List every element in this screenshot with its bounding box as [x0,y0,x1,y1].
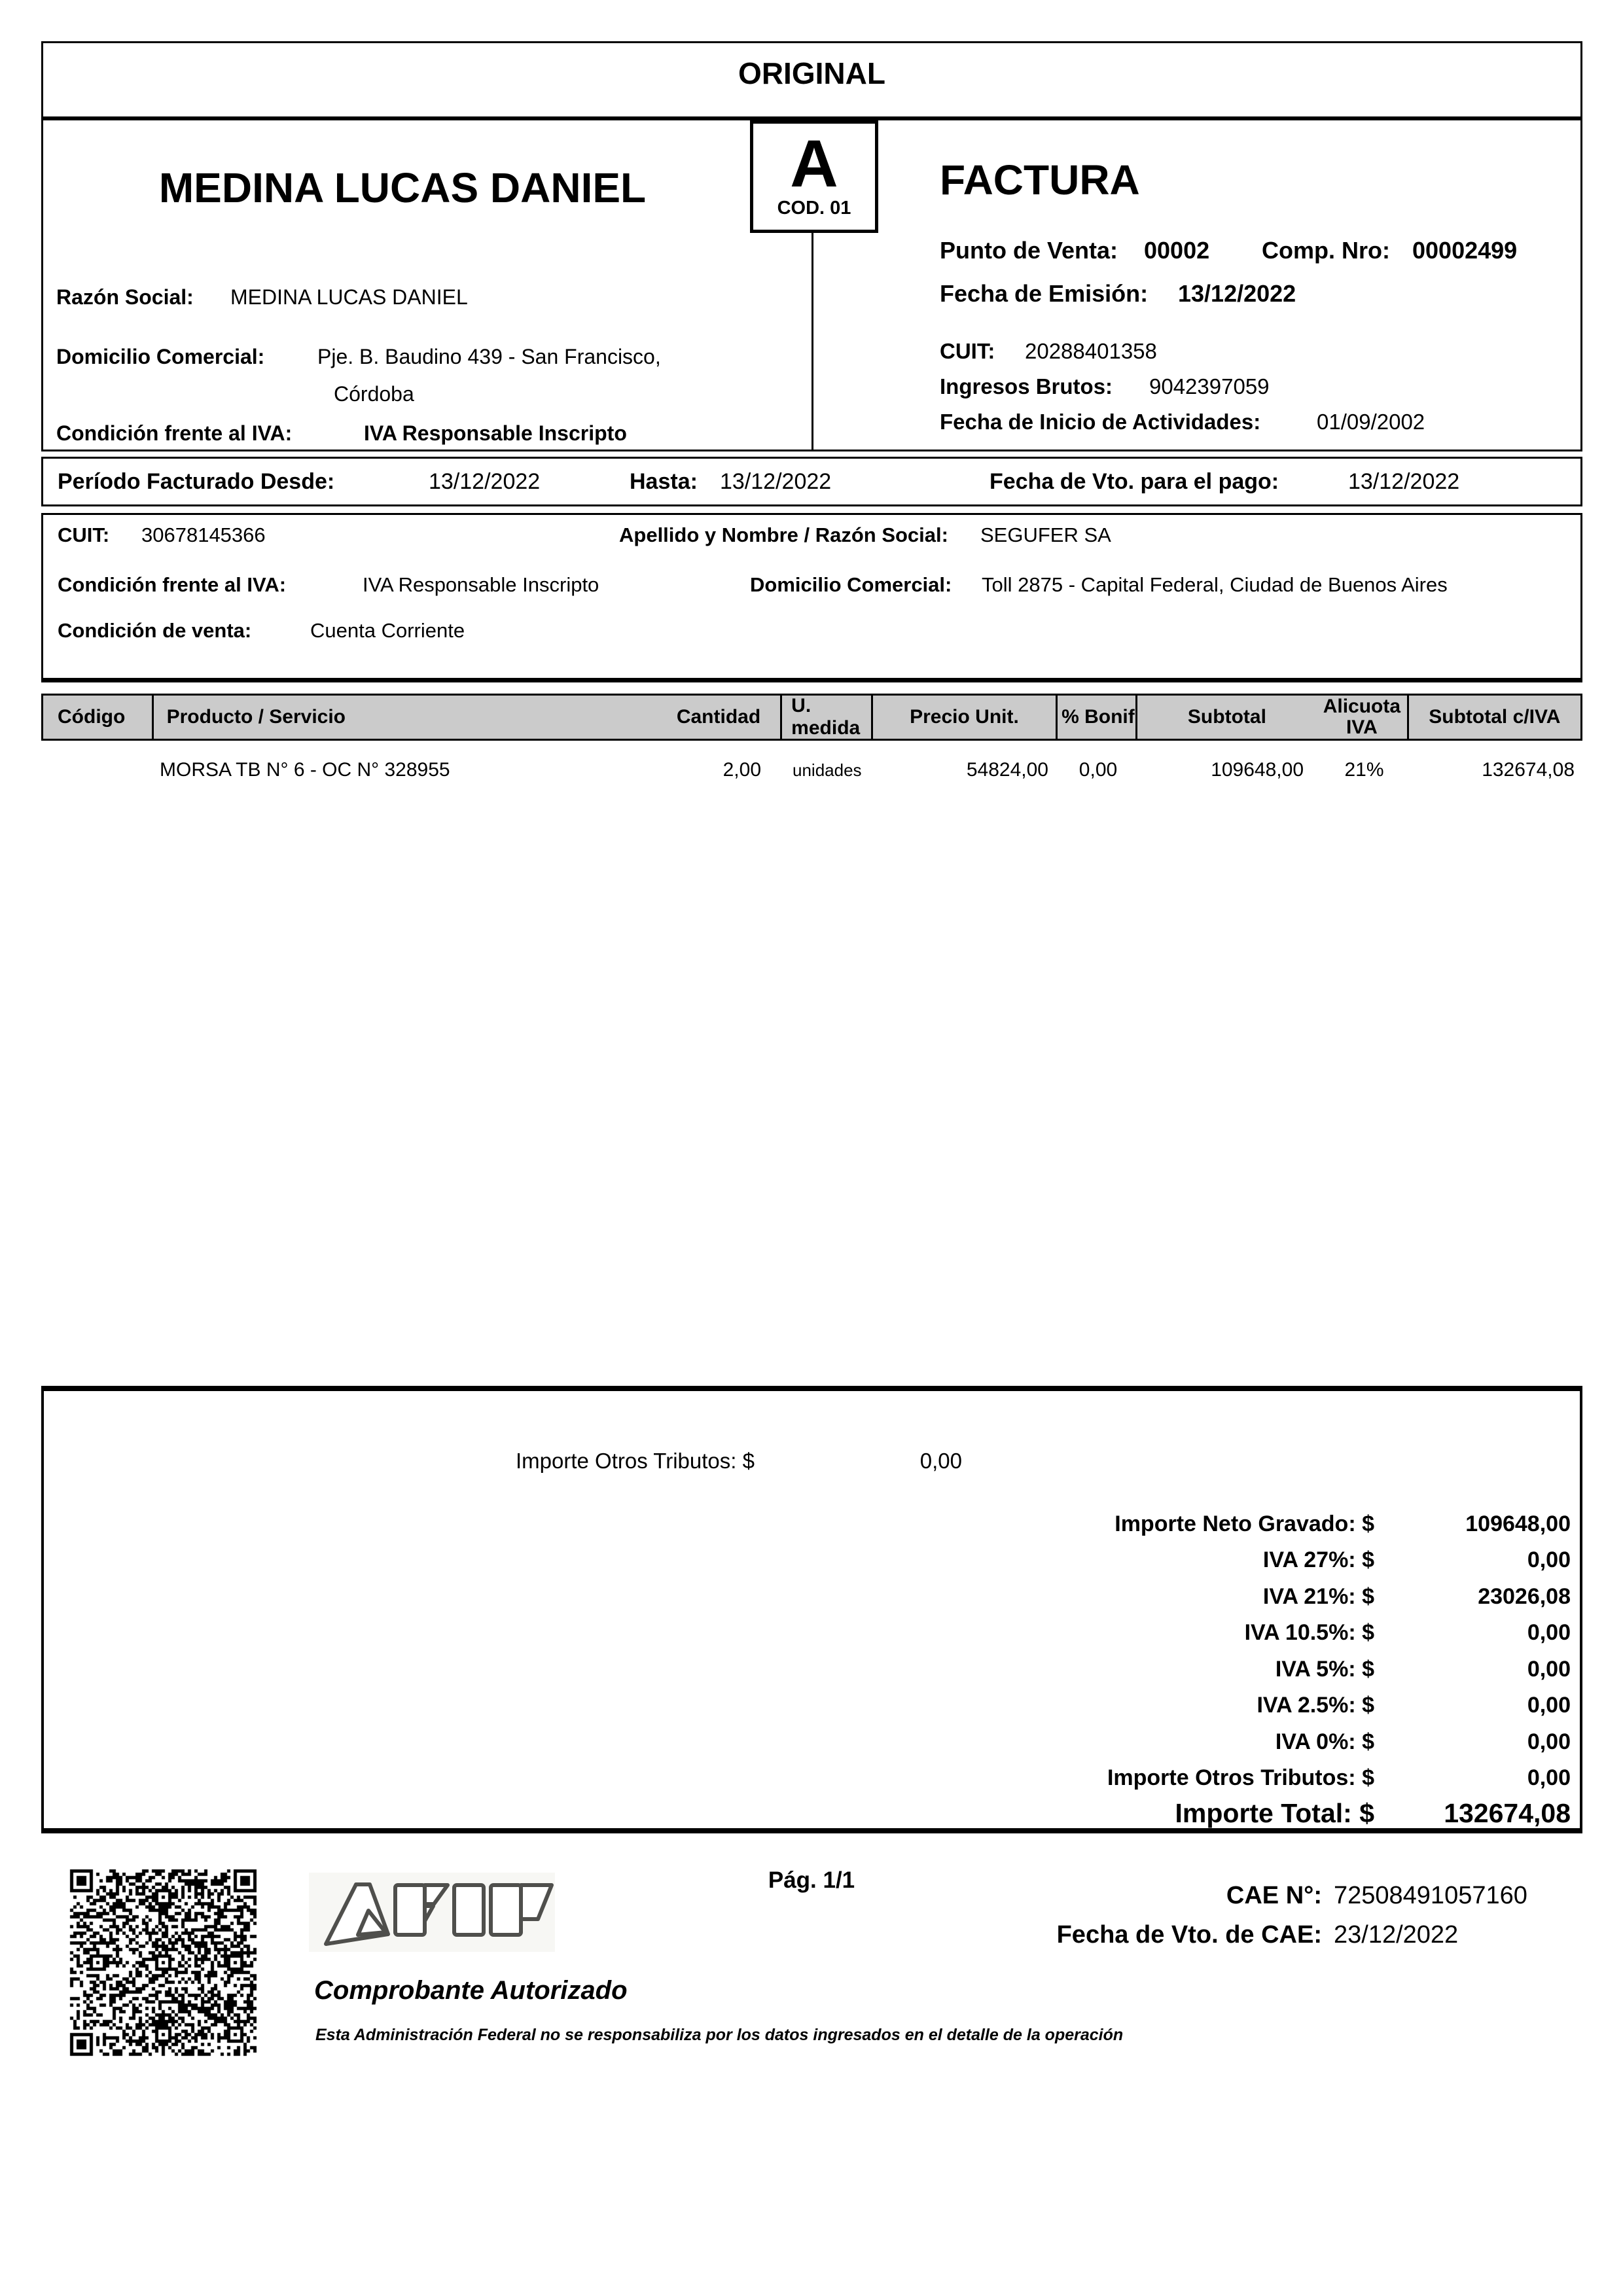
total-row-value: 0,00 [1527,1547,1571,1572]
total-row-value: 0,00 [1527,1765,1571,1790]
cell-subtotal-iva-value: 132674,08 [1482,759,1575,781]
fecha-emision-value: 13/12/2022 [1178,280,1296,307]
col-subtotal-iva-label: Subtotal c/IVA [1429,706,1561,728]
page-number: Pág. 1/1 [768,1867,855,1893]
iibb-label: Ingresos Brutos: [940,374,1113,398]
total-row-label: IVA 5%: $ [1275,1657,1374,1682]
col-subtotal-label: Subtotal [1187,706,1266,728]
cell-codigo [41,752,152,788]
seller-name: MEDINA LUCAS DANIEL [158,164,647,211]
cae-label: CAE N°: [1226,1882,1322,1909]
seller-iva-value: IVA Responsable Inscripto [364,421,627,445]
items-table-header [41,694,1582,741]
total-row-label: IVA 0%: $ [1275,1729,1374,1754]
customer-venta-label: Condición de venta: [58,619,252,642]
cell-alicuota-value: 21% [1344,759,1384,781]
total-row-label: IVA 2.5%: $ [1257,1693,1374,1718]
cae-vto-value: 23/12/2022 [1334,1921,1459,1949]
footer-disclaimer: Esta Administración Federal no se responsabiliza por los datos ingresados en el detalle de la operación [315,2026,1124,2044]
cell-producto-value: MORSA TB N° 6 - OC N° 328955 [160,759,450,781]
cell-subtotal-iva [1410,752,1582,788]
total-row-value: 0,00 [1527,1729,1571,1754]
col-bonif [1058,696,1137,739]
cell-bonif-value: 0,00 [1079,759,1118,781]
col-subtotal-iva [1409,696,1580,739]
period-hasta-value: 13/12/2022 [720,469,832,494]
total-row-label: Importe Otros Tributos: $ [1107,1765,1374,1790]
seller-domicilio-label: Domicilio Comercial: [56,345,265,368]
customer-cuit-label: CUIT: [58,523,110,546]
header-divider [812,230,813,450]
customer-domicilio-label: Domicilio Comercial: [750,573,952,596]
total-row-label: Importe Neto Gravado: $ [1115,1511,1374,1536]
col-umedida-label: U. medida [791,695,861,739]
customer-nombre-value: SEGUFER SA [980,523,1111,546]
afip-letter-f-stem [395,1885,425,1935]
comp-nro-value: 00002499 [1412,237,1518,264]
col-subtotal [1137,696,1317,739]
seller-razon-social: MEDINA LUCAS DANIEL [230,285,468,309]
afip-logo [301,1871,563,1953]
customer-domicilio-value: Toll 2875 - Capital Federal, Ciudad de Buenos Aires [982,573,1448,596]
period-hasta-label: Hasta: [630,469,698,494]
grand-total-label: Importe Total: $ [1175,1798,1374,1828]
total-row-value: 109648,00 [1465,1511,1571,1536]
customer-venta-value: Cuenta Corriente [310,619,465,642]
afip-letter-p-stem [491,1885,521,1935]
total-row-label: IVA 21%: $ [1262,1584,1374,1609]
seller-razon-social-label: Razón Social: [56,285,194,309]
total-row-label: IVA 27%: $ [1262,1547,1374,1572]
seller-domicilio-line1: Pje. B. Baudino 439 - San Francisco, [317,345,661,368]
cell-subtotal-value: 109648,00 [1211,759,1304,781]
col-alicuota-label [1323,696,1400,739]
iibb-value: 9042397059 [1149,374,1270,398]
total-row-value: 0,00 [1527,1657,1571,1682]
col-precio-label: Precio Unit. [910,706,1019,728]
customer-iva-value: IVA Responsable Inscripto [363,573,599,596]
total-row-label: IVA 10.5%: $ [1244,1620,1374,1645]
cell-alicuota [1318,752,1410,788]
punto-venta-label: Punto de Venta: [940,237,1118,264]
col-cantidad [635,696,782,739]
col-producto [154,696,635,739]
qr-code [69,1869,258,2057]
col-alicuota-line2: IVA [1346,716,1378,738]
afip-letter-i [454,1885,484,1935]
cell-cantidad [635,752,782,788]
punto-venta-value: 00002 [1144,237,1210,264]
cell-producto [152,752,635,788]
seller-domicilio-line2: Córdoba [334,382,414,406]
inicio-actividades-label: Fecha de Inicio de Actividades: [940,410,1261,434]
cell-umedida-value: unidades [793,760,862,780]
cell-umedida [782,752,873,788]
grand-total-value: 132674,08 [1444,1798,1571,1828]
cell-cantidad-value: 2,00 [722,759,761,781]
copy-label: ORIGINAL [738,56,885,90]
comp-nro-label: Comp. Nro: [1262,237,1390,264]
period-desde-value: 13/12/2022 [429,469,541,494]
col-producto-label: Producto / Servicio [166,706,346,728]
cell-precio-value: 54824,00 [966,759,1048,781]
cell-precio [873,752,1058,788]
invoice-title: FACTURA [940,156,1140,203]
customer-nombre-label: Apellido y Nombre / Razón Social: [619,523,948,546]
fecha-emision-label: Fecha de Emisión: [940,280,1149,307]
col-codigo-label: Código [58,706,126,728]
customer-iva-label: Condición frente al IVA: [58,573,287,596]
total-row-value: 0,00 [1527,1620,1571,1645]
customer-cuit-value: 30678145366 [141,523,266,546]
period-desde-label: Período Facturado Desde: [58,469,335,494]
col-bonif-label: % Bonif [1061,706,1135,728]
invoice-type-letter: A [790,126,838,201]
cell-bonif [1058,752,1138,788]
col-alicuota [1317,696,1409,739]
comprobante-autorizado: Comprobante Autorizado [314,1976,628,2005]
cae-value: 72508491057160 [1334,1882,1527,1909]
seller-cuit-value: 20288401358 [1025,339,1157,363]
total-row-value: 23026,08 [1478,1584,1571,1609]
otros-tributos-inline-label: Importe Otros Tributos: $ [516,1449,755,1473]
col-cantidad-label: Cantidad [676,706,761,728]
col-umedida [782,696,873,739]
cae-vto-label: Fecha de Vto. de CAE: [1056,1921,1322,1949]
period-vto-value: 13/12/2022 [1348,469,1460,494]
col-codigo [43,696,154,739]
seller-cuit-label: CUIT: [940,339,995,363]
otros-tributos-inline-value: 0,00 [919,1449,962,1473]
seller-iva-label: Condición frente al IVA: [56,421,293,445]
total-row-value: 0,00 [1527,1693,1571,1718]
table-row [41,752,1582,788]
cell-subtotal [1138,752,1318,788]
invoice-type-code: COD. 01 [777,198,851,219]
col-precio [873,696,1058,739]
inicio-actividades-value: 01/09/2002 [1317,410,1425,434]
col-alicuota-line1: Alicuota [1323,695,1401,717]
period-vto-label: Fecha de Vto. para el pago: [990,469,1279,494]
